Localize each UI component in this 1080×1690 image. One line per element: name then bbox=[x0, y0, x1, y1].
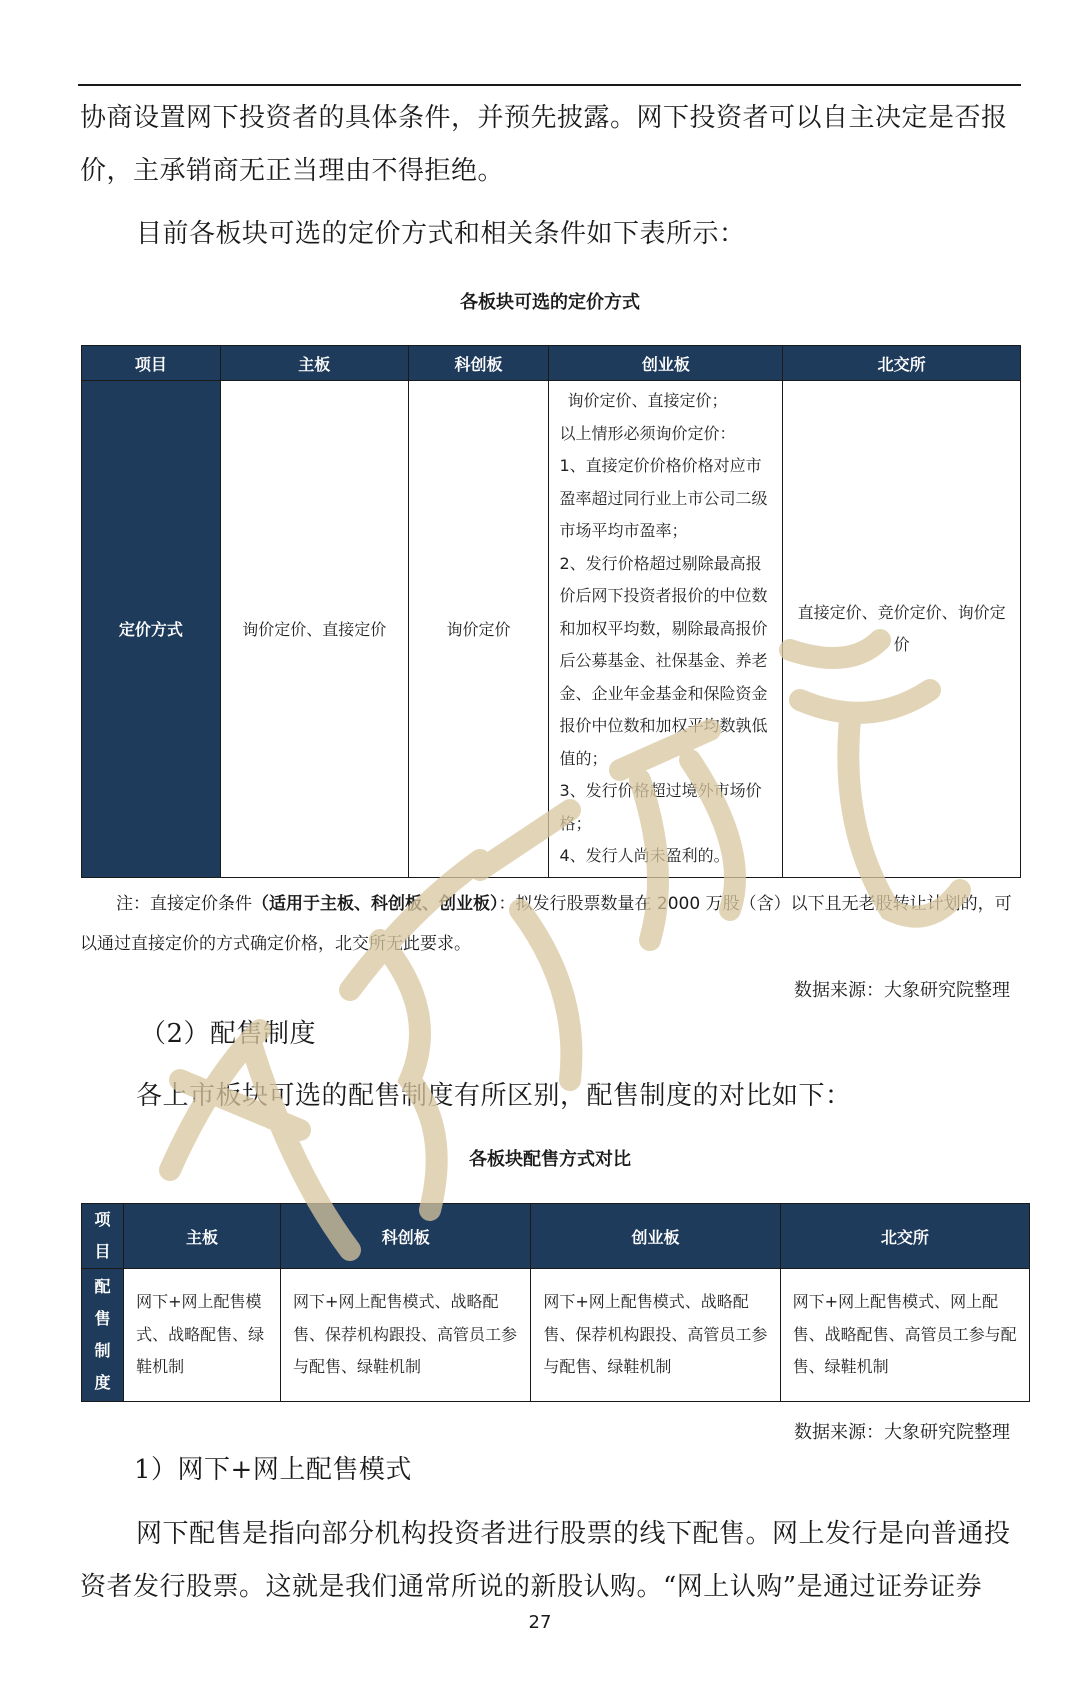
paragraph-2: 目前各板块可选的定价方式和相关条件如下表所示： bbox=[136, 219, 746, 249]
table-row bbox=[82, 381, 1021, 878]
table-row bbox=[82, 1269, 1030, 1402]
table2-caption: 各板块配售方式对比 bbox=[469, 1149, 631, 1170]
table-cell-bse: 网下+网上配售模式、网上配售、战略配售、高管员工参与配售、绿鞋机制 bbox=[780, 1269, 1029, 1402]
table-header-cell: 创业板 bbox=[531, 1204, 780, 1269]
allotment-method-table bbox=[81, 1203, 1030, 1402]
table-cell-gem bbox=[549, 381, 783, 878]
table-header-cell: 主板 bbox=[220, 346, 408, 381]
table-cell-bse: 直接定价、竞价定价、询价定价 bbox=[783, 381, 1021, 878]
table-cell-gem: 网下+网上配售模式、战略配售、保荐机构跟投、高管员工参与配售、绿鞋机制 bbox=[531, 1269, 780, 1402]
gem-line: 1、直接定价价格价格对应市盈率超过同行业上市公司二级市场平均市盈率； bbox=[559, 456, 768, 540]
row-header-cell: 配售制度 bbox=[82, 1269, 124, 1402]
table-header-cell: 北交所 bbox=[783, 346, 1021, 381]
table-header-row bbox=[82, 1204, 1030, 1269]
table-header-cell: 项目 bbox=[82, 1204, 124, 1269]
table-cell-star-market: 网下+网上配售模式、战略配售、保荐机构跟投、高管员工参与配售、绿鞋机制 bbox=[281, 1269, 531, 1402]
gem-line: 询价定价、直接定价； bbox=[567, 391, 728, 410]
table2-source: 数据来源：大象研究院整理 bbox=[794, 1422, 1010, 1443]
table-header-cell: 创业板 bbox=[549, 346, 783, 381]
table-header-row bbox=[82, 346, 1021, 381]
table1-note bbox=[80, 884, 1022, 964]
gem-line: 3、发行价格超过境外市场价格； bbox=[559, 781, 762, 833]
table-cell-main-board: 网下+网上配售模式、战略配售、绿鞋机制 bbox=[124, 1269, 281, 1402]
pricing-method-table bbox=[81, 345, 1021, 878]
note-prefix: 注：直接定价条件 bbox=[116, 894, 252, 914]
table1-source: 数据来源：大象研究院整理 bbox=[794, 980, 1010, 1001]
gem-line: 以上情形必须询价定价： bbox=[559, 423, 736, 443]
note-bold: （适用于主板、科创板、创业板） bbox=[252, 894, 499, 914]
section-heading-2-1: 1）网下+网上配售模式 bbox=[134, 1455, 412, 1485]
table-header-cell: 科创板 bbox=[408, 346, 549, 381]
note-suffix: ：拟发行股票数量在 2000 万股（含）以下且无老股转让计划的，可以通过直接定价的方式确定价格，北交所无此要求。 bbox=[80, 894, 1012, 954]
page-number: 27 bbox=[528, 1612, 552, 1633]
table-header-cell: 科创板 bbox=[281, 1204, 531, 1269]
gem-line: 2、发行价格超过剔除最高报价后网下投资者报价的中位数和加权平均数，剔除最高报价后公募基金、社保基金、养老金、企业年金基金和保险资金报价中位数和加权平均数孰低值的； bbox=[559, 553, 768, 768]
table-cell-main-board: 询价定价、直接定价 bbox=[220, 381, 408, 878]
section-heading-2: （2）配售制度 bbox=[140, 1019, 317, 1049]
table1-caption: 各板块可选的定价方式 bbox=[460, 292, 640, 313]
paragraph-4: 网下配售是指向部分机构投资者进行股票的线下配售。网上发行是向普通投资者发行股票。这就是我们通常所说的新股认购。“网上认购”是通过证券证券 bbox=[80, 1519, 1011, 1602]
table-header-cell: 项目 bbox=[82, 346, 221, 381]
gem-line: 4、发行人尚未盈利的。 bbox=[559, 846, 730, 865]
row-header-cell: 定价方式 bbox=[82, 381, 221, 878]
header-rule bbox=[78, 84, 1021, 86]
table-header-cell: 主板 bbox=[124, 1204, 281, 1269]
table-header-cell: 北交所 bbox=[780, 1204, 1029, 1269]
paragraph-3: 各上市板块可选的配售制度有所区别，配售制度的对比如下： bbox=[136, 1081, 852, 1111]
paragraph-1: 协商设置网下投资者的具体条件，并预先披露。网下投资者可以自主决定是否报价，主承销商无正当理由不得拒绝。 bbox=[80, 103, 1008, 186]
table-cell-star-market: 询价定价 bbox=[408, 381, 549, 878]
